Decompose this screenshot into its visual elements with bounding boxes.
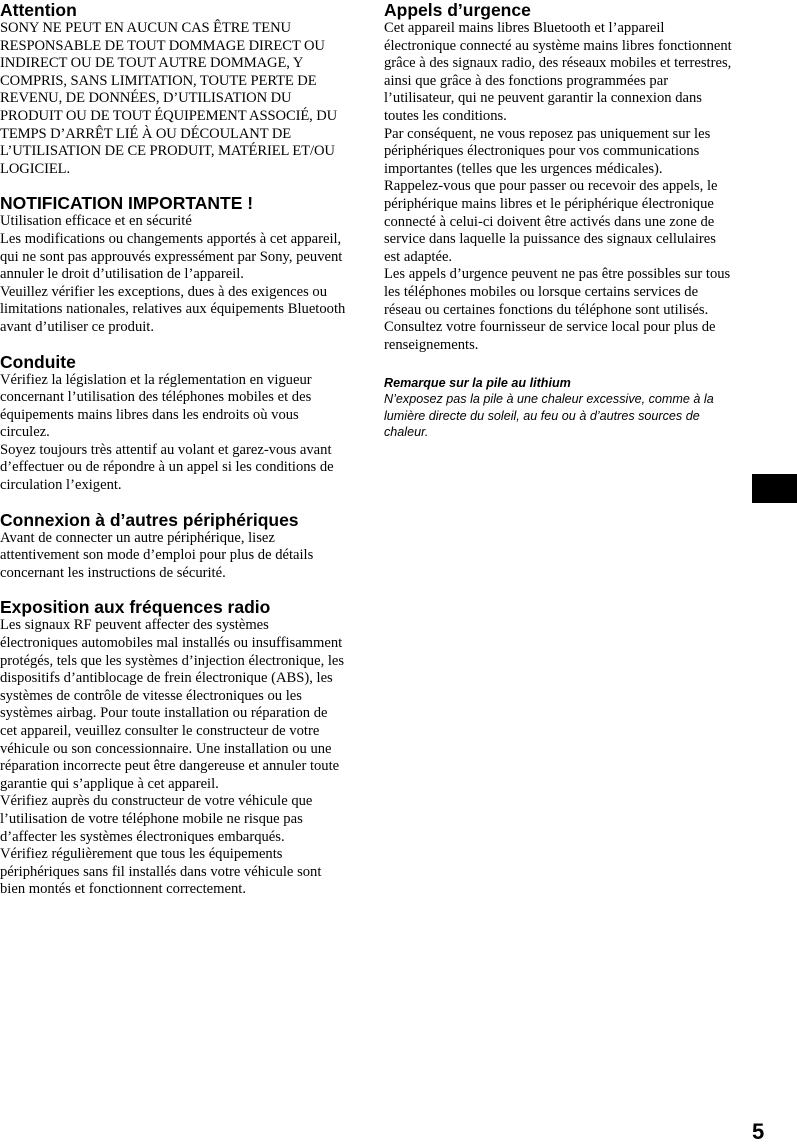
notification-paragraph: Utilisation efficace et en sécurité [0, 213, 192, 230]
connexion-paragraph: Avant de connecter un autre périphérique, lisez attentivement son mode d’emploi pour plus de détails concernant les instructions de sécurité. [0, 529, 314, 581]
conduite-section [0, 352, 347, 495]
exposition-paragraph: Vérifiez auprès du constructeur de votre véhicule que l’utilisation de votre téléphone mobile ne risque pas d’affecter les systèmes électroniques embarqués. [0, 793, 313, 845]
appels-paragraph: Consultez votre fournisseur de service local pour plus de renseignements. [384, 319, 716, 353]
notification-paragraph: Veuillez vérifier les exceptions, dues à des exigences ou limitations nationales, relatives aux équipements Bluetooth avant d’utiliser ce produit. [0, 283, 346, 335]
appels-paragraph: Cet appareil mains libres Bluetooth et l’appareil électronique connecté au système mains libres fonctionnent grâce à des signaux radio, des réseaux mobiles et terrestres, ainsi que grâce à des fonctions programmées par l’utilisateur, qui ne peuvent garantir la connexion dans toutes les conditions. [384, 20, 732, 124]
section-tab-marker [752, 474, 797, 503]
exposition-paragraph: Les signaux RF peuvent affecter des systèmes électroniques automobiles mal installés ou insuffisamment protégés, tels que les systèmes d’injection électronique, les dispositifs d’antiblocage de frein électronique (ABS), les systèmes de contrôle de vitesse électroniques ou les systèmes airbag. Pour toute installation ou réparation de cet appareil, veuillez consulter le constructeur de votre véhicule ou son concessionnaire. Une installation ou une réparation incorrecte peut être dangereuse et annuler toute garantie qui s’applique à cet appareil. [0, 617, 345, 792]
connexion-heading: Connexion à d’autres périphériques [0, 509, 299, 530]
lithium-note-text: N’exposez pas la pile à une chaleur excessive, comme à la lumière directe du soleil, au feu ou à d’autres sources de chaleur. [384, 392, 714, 439]
appels-heading: Appels d’urgence [384, 0, 531, 20]
notification-paragraph: Les modifications ou changements apportés à cet appareil, qui ne sont pas approuvés expressément par Sony, peuvent annuler le droit d’utilisation de l’appareil. [0, 230, 343, 283]
lithium-note [384, 376, 734, 440]
attention-section [0, 0, 347, 178]
appels-paragraph: Rappelez-vous que pour passer ou recevoir des appels, le périphérique mains libres et le périphérique électronique connecté à celui-ci doivent être activés dans une zone de service dans laquelle la puissance des signaux cellulaires est adaptée. [384, 178, 718, 265]
right-column [384, 0, 734, 440]
notification-section [0, 193, 347, 336]
appels-section [384, 0, 734, 354]
attention-heading: Attention [0, 0, 77, 20]
exposition-section [0, 597, 347, 899]
exposition-paragraph: Vérifiez régulièrement que tous les équipements périphériques sans fil installés dans votre véhicule sont bien montés et fonctionnent correctement. [0, 846, 322, 898]
left-column [0, 0, 347, 914]
notification-heading: NOTIFICATION IMPORTANTE ! [0, 193, 254, 214]
conduite-paragraph: Soyez toujours très attentif au volant et garez-vous avant d’effectuer ou de répondre à un appel si les conditions de circulation l’exigent. [0, 441, 334, 494]
conduite-paragraph: Vérifiez la législation et la réglementation en vigueur concernant l’utilisation des téléphones mobiles et des équipements mains libres dans les endroits où vous circulez. [0, 371, 312, 441]
lithium-note-title: Remarque sur la pile au lithium [384, 376, 571, 391]
page-number: 5 [752, 1119, 765, 1144]
attention-text: SONY NE PEUT EN AUCUN CAS ÊTRE TENU RESPONSABLE DE TOUT DOMMAGE DIRECT OU INDIRECT OU DE TOUT AUTRE DOMMAGE, Y COMPRIS, SANS LIMITATION, TOUTE PERTE DE REVENU, DE DONNÉES, D’UTILISATION DU PRODUIT OU DE TOUT ÉQUIPEMENT ASSOCIÉ, DU TEMPS D’ARRÊT LIÉ À OU DÉCOULANT DE L’UTILISATION DE CE PRODUIT, MATÉRIEL ET/OU LOGICIEL. [0, 20, 338, 177]
appels-paragraph: Les appels d’urgence peuvent ne pas être possibles sur tous les téléphones mobiles ou lorsque certains services de réseau ou certaines fonctions du téléphone sont utilisés. [384, 266, 731, 318]
exposition-heading: Exposition aux fréquences radio [0, 597, 271, 618]
connexion-section [0, 510, 347, 583]
conduite-heading: Conduite [0, 351, 76, 372]
appels-paragraph: Par conséquent, ne vous reposez pas uniquement sur les périphériques électroniques pour vos communications importantes (telles que les urgences médicales). [384, 125, 711, 177]
